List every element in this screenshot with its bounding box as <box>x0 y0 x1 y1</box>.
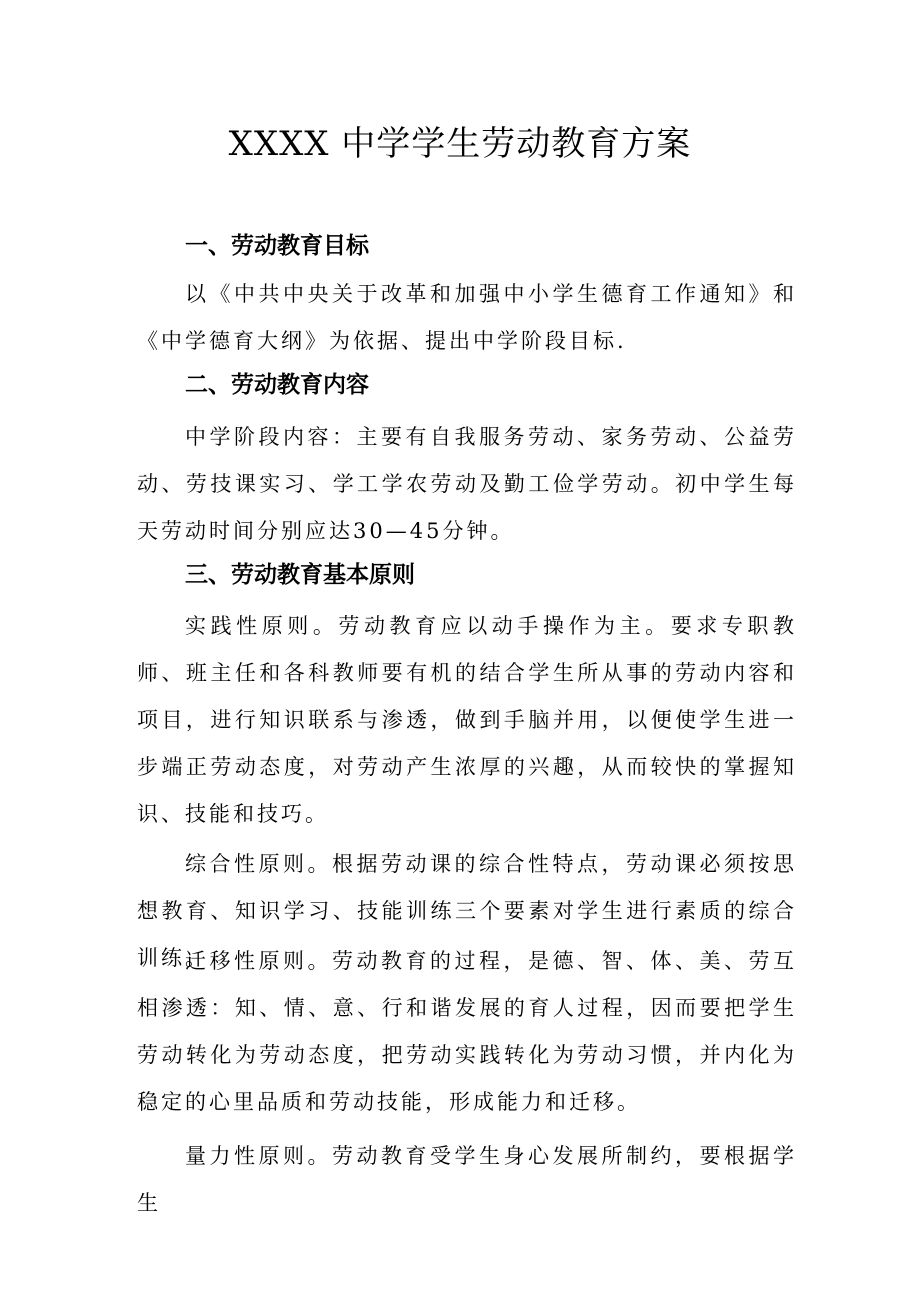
paragraph-capacity-principle: 量力性原则。劳动教育受学生身心发展所制约，要根据学生 <box>137 1144 797 1215</box>
section-heading-goals: 一、劳动教育目标 <box>185 233 369 259</box>
section-heading-principles: 三、劳动教育基本原则 <box>185 562 415 588</box>
document-title: XXXX 中学学生劳动教育方案 <box>228 124 692 164</box>
paragraph-content: 中学阶段内容：主要有自我服务劳动、家务劳动、公益劳动、劳技课实习、学工学农劳动及勤工俭学劳动。初中学生每天劳动时间分别应达30—45分钟。 <box>137 425 797 543</box>
paragraph-goals: 以《中共中央关于改革和加强中小学生德育工作通知》和《中学德育大纲》为依据、提出中学阶段目标. <box>137 282 797 353</box>
paragraph-practice-principle: 实践性原则。劳动教育应以动手操作为主。要求专职教师、班主任和各科教师要有机的结合学生所从事的劳动内容和项目，进行知识联系与渗透，做到手脑并用，以便使学生进一步端正劳动态度，对劳动产生浓厚的兴趣，从而较快的掌握知识、技能和技巧。 <box>137 614 797 826</box>
paragraph-comprehensive-principle: 综合性原则。根据劳动课的综合性特点，劳动课必须按思想教育、知识学习、技能训练三个要素对学生进行素质的综合训练。 <box>137 852 797 970</box>
section-heading-content: 二、劳动教育内容 <box>185 372 369 398</box>
paragraph-transfer-principle: 迁移性原则。劳动教育的过程，是德、智、体、美、劳互相渗透：知、情、意、行和谐发展的育人过程，因而要把学生劳动转化为劳动态度，把劳动实践转化为劳动习惯，并内化为稳定的心里品质和劳动技能，形成能力和迁移。 <box>137 949 797 1114</box>
